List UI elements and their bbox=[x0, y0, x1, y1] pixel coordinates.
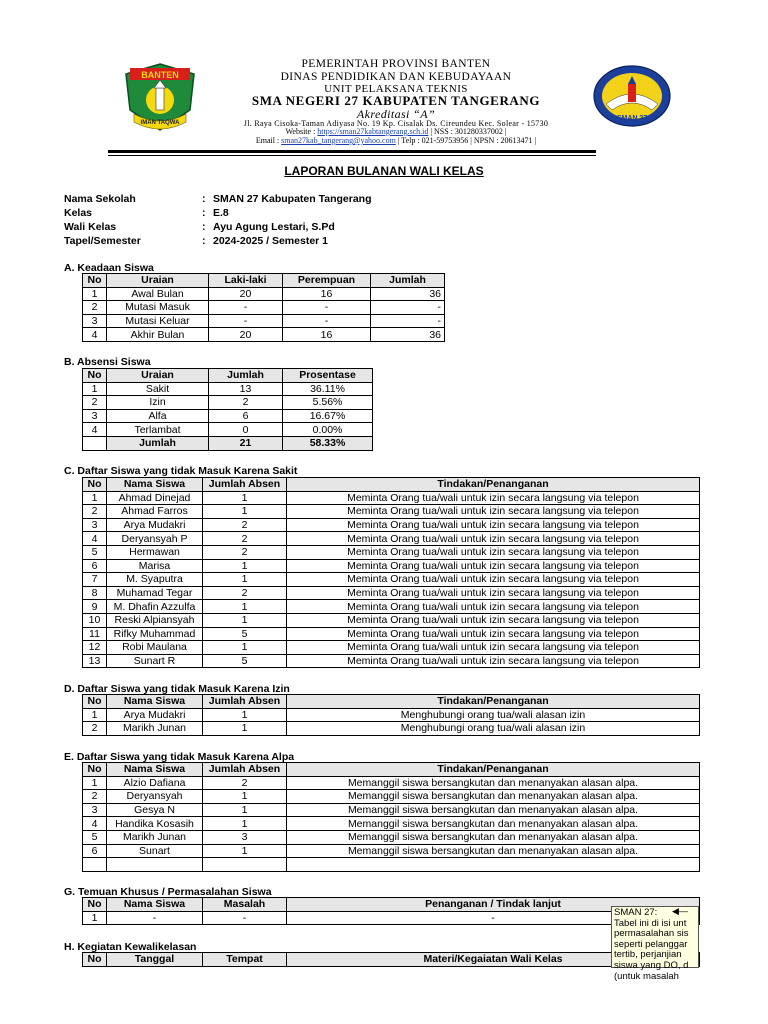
table-cell[interactable]: Mutasi Masuk bbox=[107, 301, 209, 315]
table-cell[interactable]: Sunart bbox=[107, 844, 203, 858]
column-header: Nama Siswa bbox=[107, 763, 203, 777]
table-cell[interactable]: Meminta Orang tua/wali untuk izin secara langsung via telepon bbox=[287, 573, 700, 587]
table-cell[interactable]: 1 bbox=[203, 491, 287, 505]
total-cell[interactable]: 58.33% bbox=[283, 436, 373, 450]
table-cell[interactable]: Menghubungi orang tua/wali alasan izin bbox=[287, 708, 700, 722]
letterhead-government: PEMERINTAH PROVINSI BANTEN bbox=[301, 58, 491, 70]
column-header: No bbox=[83, 763, 107, 777]
table-cell[interactable]: 11 bbox=[83, 627, 107, 641]
column-header: Penanganan / Tindak lanjut bbox=[287, 898, 700, 912]
table-row bbox=[83, 491, 700, 505]
table-cell[interactable]: 5 bbox=[83, 545, 107, 559]
table-row bbox=[83, 830, 700, 844]
table-row bbox=[83, 382, 373, 396]
section-g-title: G. Temuan Khusus / Permasalahan Siswa bbox=[64, 886, 272, 898]
column-header: No bbox=[83, 274, 107, 288]
table-cell[interactable]: 6 bbox=[83, 559, 107, 573]
table-row bbox=[83, 790, 700, 804]
table-cell[interactable]: Meminta Orang tua/wali untuk izin secara langsung via telepon bbox=[287, 559, 700, 573]
table-cell[interactable]: Rifky Muhammad bbox=[107, 627, 203, 641]
sick-absence-table bbox=[82, 477, 700, 668]
column-header: Materi/Kegaiatan Wali Kelas bbox=[287, 953, 700, 967]
column-header: Nama Siswa bbox=[107, 898, 203, 912]
column-header: Tempat bbox=[203, 953, 287, 967]
table-cell[interactable]: 1 bbox=[203, 613, 287, 627]
permission-absence-table bbox=[82, 694, 700, 736]
table-cell[interactable]: - bbox=[209, 314, 283, 328]
table-header-row bbox=[83, 478, 700, 492]
table-cell[interactable]: 2 bbox=[203, 776, 287, 790]
alpa-absence-table bbox=[82, 762, 700, 872]
note-arrow-icon: ◀— bbox=[672, 906, 688, 916]
email-prefix: Email : bbox=[255, 136, 282, 145]
table-cell[interactable]: Deryansyah P bbox=[107, 532, 203, 546]
email-suffix: | Telp : 021-59753956 | NPSN : 20613471 | bbox=[395, 136, 537, 145]
letterhead-address: Jl. Raya Cisoka-Taman Adiyasa No. 19 Kp. Cisalak Ds. Cireundeu Kec. Solear - 15730 bbox=[243, 119, 549, 128]
table-row bbox=[83, 858, 700, 872]
table-row bbox=[83, 545, 700, 559]
table-cell[interactable]: M. Syaputra bbox=[107, 573, 203, 587]
column-header: No bbox=[83, 898, 107, 912]
info-label: Nama Sekolah bbox=[64, 193, 136, 205]
table-cell[interactable]: M. Dhafin Azzulfa bbox=[107, 600, 203, 614]
table-cell[interactable]: 6 bbox=[209, 409, 283, 423]
table-cell[interactable]: Meminta Orang tua/wali untuk izin secara langsung via telepon bbox=[287, 654, 700, 668]
table-row bbox=[83, 817, 700, 831]
table-header-row bbox=[83, 898, 700, 912]
table-row bbox=[83, 301, 445, 315]
email-link[interactable]: sman27kab_tangerang@yahoo.com bbox=[281, 136, 396, 145]
table-cell[interactable]: 0 bbox=[209, 423, 283, 437]
letterhead-accreditation: Akreditasi “A” bbox=[356, 107, 436, 121]
table-cell[interactable]: Mutasi Keluar bbox=[107, 314, 209, 328]
table-cell[interactable]: 1 bbox=[83, 911, 107, 925]
table-cell[interactable]: Memanggil siswa bersangkutan dan menanyakan alasan alpa. bbox=[287, 830, 700, 844]
website-prefix: Website : bbox=[285, 127, 318, 136]
table-cell[interactable]: 2 bbox=[203, 586, 287, 600]
table-cell[interactable]: 13 bbox=[209, 382, 283, 396]
letterhead-school-name: SMA NEGERI 27 KABUPATEN TANGERANG bbox=[251, 93, 541, 108]
table-cell[interactable] bbox=[203, 858, 287, 872]
special-findings-table bbox=[82, 897, 700, 925]
table-cell[interactable]: 2 bbox=[203, 532, 287, 546]
table-cell[interactable]: 1 bbox=[83, 287, 107, 301]
table-cell[interactable]: Memanggil siswa bersangkutan dan menanyakan alasan alpa. bbox=[287, 790, 700, 804]
table-cell[interactable]: 12 bbox=[83, 641, 107, 655]
table-cell[interactable]: 1 bbox=[203, 559, 287, 573]
table-cell[interactable]: 1 bbox=[83, 491, 107, 505]
table-header-row bbox=[83, 369, 373, 383]
table-cell[interactable]: 16 bbox=[283, 287, 371, 301]
table-cell[interactable]: 1 bbox=[203, 722, 287, 736]
student-status-table bbox=[82, 273, 445, 342]
table-header-row bbox=[83, 953, 700, 967]
table-cell[interactable]: Alzio Dafiana bbox=[107, 776, 203, 790]
table-cell[interactable]: 9 bbox=[83, 600, 107, 614]
note-line: (untuk masalah bbox=[614, 970, 679, 982]
table-cell[interactable]: 3 bbox=[83, 518, 107, 532]
section-c-title: C. Daftar Siswa yang tidak Masuk Karena Sakit bbox=[64, 465, 298, 477]
table-row bbox=[83, 803, 700, 817]
table-cell[interactable]: 4 bbox=[83, 328, 107, 342]
table-cell[interactable]: Akhir Bulan bbox=[107, 328, 209, 342]
column-header: Jumlah bbox=[209, 369, 283, 383]
table-total-row bbox=[83, 436, 373, 450]
table-cell[interactable]: Meminta Orang tua/wali untuk izin secara langsung via telepon bbox=[287, 613, 700, 627]
table-row bbox=[83, 518, 700, 532]
table-cell[interactable]: 2 bbox=[203, 545, 287, 559]
table-cell[interactable]: 36 bbox=[371, 328, 445, 342]
homeroom-activities-table bbox=[82, 949, 700, 967]
table-row bbox=[83, 627, 700, 641]
table-row bbox=[83, 911, 700, 925]
table-cell[interactable]: 1 bbox=[83, 708, 107, 722]
school-logo bbox=[592, 64, 672, 128]
table-cell[interactable]: Marikh Junan bbox=[107, 830, 203, 844]
table-cell[interactable]: Gesya N bbox=[107, 803, 203, 817]
table-cell[interactable]: 0.00% bbox=[283, 423, 373, 437]
table-row bbox=[83, 396, 373, 410]
table-cell[interactable]: 2 bbox=[83, 790, 107, 804]
column-header: Tindakan/Penanganan bbox=[287, 478, 700, 492]
section-h-title: H. Kegiatan Kewalikelasan bbox=[64, 941, 197, 953]
section-b-title: B. Absensi Siswa bbox=[64, 356, 151, 368]
table-cell[interactable]: 36.11% bbox=[283, 382, 373, 396]
table-cell[interactable]: 20 bbox=[209, 287, 283, 301]
table-cell[interactable]: 2 bbox=[83, 396, 107, 410]
letterhead-unit: UNIT PELAKSANA TEKNIS bbox=[324, 83, 468, 95]
table-header-row bbox=[83, 763, 700, 777]
info-label: Wali Kelas bbox=[64, 221, 117, 233]
table-cell[interactable]: Arya Mudakri bbox=[107, 518, 203, 532]
table-cell[interactable]: 1 bbox=[203, 790, 287, 804]
table-row bbox=[83, 287, 445, 301]
table-cell[interactable]: Reski Alpiansyah bbox=[107, 613, 203, 627]
section-d-title: D. Daftar Siswa yang tidak Masuk Karena Izin bbox=[64, 683, 290, 695]
table-row bbox=[83, 654, 700, 668]
table-cell[interactable]: 2 bbox=[83, 722, 107, 736]
section-a-title: A. Keadaan Siswa bbox=[64, 262, 154, 274]
table-cell[interactable]: Robi Maulana bbox=[107, 641, 203, 655]
table-cell[interactable] bbox=[83, 858, 107, 872]
table-cell[interactable]: - bbox=[283, 314, 371, 328]
table-cell[interactable]: Menghubungi orang tua/wali alasan izin bbox=[287, 722, 700, 736]
column-header: Jumlah bbox=[371, 274, 445, 288]
column-header: Tindakan/Penanganan bbox=[287, 695, 700, 709]
table-cell[interactable]: 16.67% bbox=[283, 409, 373, 423]
table-cell[interactable]: - bbox=[371, 301, 445, 315]
column-header: Uraian bbox=[107, 274, 209, 288]
note-line: seperti pelanggar bbox=[614, 938, 688, 950]
table-cell[interactable]: 1 bbox=[203, 505, 287, 519]
table-row bbox=[83, 600, 700, 614]
letterhead-rule-thin bbox=[108, 155, 596, 156]
column-header: Tindakan/Penanganan bbox=[287, 763, 700, 777]
total-cell[interactable]: Jumlah bbox=[107, 436, 209, 450]
table-cell[interactable]: Marikh Junan bbox=[107, 722, 203, 736]
table-cell[interactable]: Sunart R bbox=[107, 654, 203, 668]
table-cell[interactable]: - bbox=[287, 911, 700, 925]
table-row bbox=[83, 586, 700, 600]
note-line: tertib, perjanjian bbox=[614, 949, 682, 961]
column-header: Jumlah Absen bbox=[203, 478, 287, 492]
table-row bbox=[83, 641, 700, 655]
table-cell[interactable]: 2 bbox=[83, 301, 107, 315]
table-cell[interactable]: Memanggil siswa bersangkutan dan menanyakan alasan alpa. bbox=[287, 817, 700, 831]
table-cell[interactable]: Handika Kosasih bbox=[107, 817, 203, 831]
table-cell[interactable]: Deryansyah bbox=[107, 790, 203, 804]
column-header: Perempuan bbox=[283, 274, 371, 288]
table-row bbox=[83, 423, 373, 437]
table-cell[interactable]: 4 bbox=[83, 817, 107, 831]
table-cell[interactable]: - bbox=[203, 911, 287, 925]
table-cell[interactable]: 20 bbox=[209, 328, 283, 342]
table-row bbox=[83, 314, 445, 328]
table-row bbox=[83, 328, 445, 342]
table-cell[interactable]: Meminta Orang tua/wali untuk izin secara langsung via telepon bbox=[287, 641, 700, 655]
table-row bbox=[83, 722, 700, 736]
table-cell[interactable]: 5 bbox=[203, 654, 287, 668]
table-cell[interactable]: - bbox=[283, 301, 371, 315]
document-title: LAPORAN BULANAN WALI KELAS bbox=[284, 164, 484, 178]
table-cell[interactable]: - bbox=[107, 911, 203, 925]
website-suffix: | NSS : 301280337002 | bbox=[428, 127, 507, 136]
letterhead-rule-thick bbox=[108, 150, 596, 153]
note-line: SMAN 27: bbox=[614, 907, 658, 918]
table-cell[interactable]: 1 bbox=[83, 776, 107, 790]
table-cell[interactable]: Marisa bbox=[107, 559, 203, 573]
table-cell[interactable]: Terlambat bbox=[107, 423, 209, 437]
table-header-row bbox=[83, 695, 700, 709]
info-value: 2024-2025 / Semester 1 bbox=[213, 235, 329, 247]
info-value: Ayu Agung Lestari, S.Pd bbox=[213, 221, 335, 233]
table-cell[interactable]: 13 bbox=[83, 654, 107, 668]
table-cell[interactable]: 1 bbox=[203, 817, 287, 831]
attendance-table bbox=[82, 368, 373, 451]
table-cell[interactable]: 1 bbox=[203, 844, 287, 858]
table-cell[interactable]: 2 bbox=[209, 396, 283, 410]
table-cell[interactable]: 4 bbox=[83, 423, 107, 437]
column-header: Nama Siswa bbox=[107, 695, 203, 709]
table-cell[interactable]: 8 bbox=[83, 586, 107, 600]
table-row bbox=[83, 844, 700, 858]
table-cell[interactable]: Muhamad Tegar bbox=[107, 586, 203, 600]
table-cell[interactable]: Ahmad Farros bbox=[107, 505, 203, 519]
table-cell[interactable]: 6 bbox=[83, 844, 107, 858]
table-cell[interactable]: 1 bbox=[203, 803, 287, 817]
column-header: Uraian bbox=[107, 369, 209, 383]
table-cell[interactable]: 3 bbox=[83, 803, 107, 817]
table-cell[interactable]: Meminta Orang tua/wali untuk izin secara langsung via telepon bbox=[287, 545, 700, 559]
column-header: Nama Siswa bbox=[107, 478, 203, 492]
table-cell[interactable]: Meminta Orang tua/wali untuk izin secara langsung via telepon bbox=[287, 518, 700, 532]
note-line: permasalahan sis bbox=[614, 928, 689, 940]
table-header-row bbox=[83, 274, 445, 288]
table-row bbox=[83, 409, 373, 423]
table-cell[interactable]: 10 bbox=[83, 613, 107, 627]
table-cell[interactable]: 5.56% bbox=[283, 396, 373, 410]
table-row bbox=[83, 559, 700, 573]
table-cell[interactable]: 5 bbox=[83, 830, 107, 844]
column-header: No bbox=[83, 478, 107, 492]
column-header: Jumlah Absen bbox=[203, 695, 287, 709]
table-cell[interactable]: 3 bbox=[83, 314, 107, 328]
total-cell[interactable]: 21 bbox=[209, 436, 283, 450]
letterhead-department: DINAS PENDIDIKAN DAN KEBUDAYAAN bbox=[280, 71, 512, 83]
table-cell[interactable]: 4 bbox=[83, 532, 107, 546]
table-cell[interactable]: 36 bbox=[371, 287, 445, 301]
table-cell[interactable]: 3 bbox=[83, 409, 107, 423]
table-cell[interactable]: Awal Bulan bbox=[107, 287, 209, 301]
letterhead-website-line bbox=[200, 127, 592, 136]
table-cell[interactable]: Memanggil siswa bersangkutan dan menanyakan alasan alpa. bbox=[287, 844, 700, 858]
table-cell[interactable]: 7 bbox=[83, 573, 107, 587]
table-row bbox=[83, 776, 700, 790]
table-cell[interactable]: 1 bbox=[203, 641, 287, 655]
table-cell[interactable]: 3 bbox=[203, 830, 287, 844]
table-cell[interactable]: Memanggil siswa bersangkutan dan menanyakan alasan alpa. bbox=[287, 776, 700, 790]
table-cell[interactable]: Arya Mudakri bbox=[107, 708, 203, 722]
info-value: E.8 bbox=[213, 207, 229, 219]
table-cell[interactable]: Meminta Orang tua/wali untuk izin secara langsung via telepon bbox=[287, 600, 700, 614]
table-cell[interactable]: 1 bbox=[203, 573, 287, 587]
table-cell[interactable]: Hermawan bbox=[107, 545, 203, 559]
table-cell[interactable] bbox=[107, 858, 203, 872]
table-cell[interactable]: Ahmad Dinejad bbox=[107, 491, 203, 505]
info-label: Tapel/Semester bbox=[64, 235, 141, 247]
total-cell[interactable] bbox=[83, 436, 107, 450]
note-line: siswa yang DO, d bbox=[614, 959, 689, 971]
column-header: Tanggal bbox=[107, 953, 203, 967]
table-cell[interactable]: 1 bbox=[203, 708, 287, 722]
svg-text:BANTEN: BANTEN bbox=[141, 70, 179, 80]
table-cell[interactable] bbox=[287, 858, 700, 872]
banten-province-logo bbox=[120, 62, 200, 134]
column-header: No bbox=[83, 953, 107, 967]
table-cell[interactable]: Memanggil siswa bersangkutan dan menanyakan alasan alpa. bbox=[287, 803, 700, 817]
note-line: Tabel ini di isi unt bbox=[614, 917, 687, 929]
table-cell[interactable]: Meminta Orang tua/wali untuk izin secara langsung via telepon bbox=[287, 627, 700, 641]
table-cell[interactable]: 16 bbox=[283, 328, 371, 342]
table-row bbox=[83, 613, 700, 627]
website-link[interactable]: https://sman27kabtangerang.sch.id bbox=[317, 127, 429, 136]
info-label: Kelas bbox=[64, 207, 93, 219]
table-cell[interactable]: - bbox=[371, 314, 445, 328]
table-cell[interactable]: 5 bbox=[203, 627, 287, 641]
table-cell[interactable]: 2 bbox=[83, 505, 107, 519]
section-e-title: E. Daftar Siswa yang tidak Masuk Karena Alpa bbox=[64, 751, 295, 763]
column-header: Jumlah Absen bbox=[203, 763, 287, 777]
table-cell[interactable]: Sakit bbox=[107, 382, 209, 396]
table-cell[interactable]: Meminta Orang tua/wali untuk izin secara langsung via telepon bbox=[287, 505, 700, 519]
table-cell[interactable]: Izin bbox=[107, 396, 209, 410]
table-cell[interactable]: Meminta Orang tua/wali untuk izin secara langsung via telepon bbox=[287, 586, 700, 600]
table-row bbox=[83, 505, 700, 519]
table-row bbox=[83, 573, 700, 587]
table-cell[interactable]: 1 bbox=[83, 382, 107, 396]
table-cell[interactable]: Alfa bbox=[107, 409, 209, 423]
table-cell[interactable]: - bbox=[209, 301, 283, 315]
column-header: No bbox=[83, 369, 107, 383]
svg-text:IMAN TAQWA: IMAN TAQWA bbox=[140, 120, 180, 126]
table-cell[interactable]: Meminta Orang tua/wali untuk izin secara langsung via telepon bbox=[287, 491, 700, 505]
column-header: No bbox=[83, 695, 107, 709]
svg-text:SMAN 27: SMAN 27 bbox=[616, 115, 648, 122]
column-header: Laki-laki bbox=[209, 274, 283, 288]
column-header: Masalah bbox=[203, 898, 287, 912]
table-cell[interactable]: 2 bbox=[203, 518, 287, 532]
table-row bbox=[83, 708, 700, 722]
info-value: SMAN 27 Kabupaten Tangerang bbox=[213, 193, 372, 205]
table-cell[interactable]: 1 bbox=[203, 600, 287, 614]
letterhead-email-line bbox=[200, 136, 592, 145]
column-header: Prosentase bbox=[283, 369, 373, 383]
table-cell[interactable]: Meminta Orang tua/wali untuk izin secara langsung via telepon bbox=[287, 532, 700, 546]
table-row bbox=[83, 532, 700, 546]
